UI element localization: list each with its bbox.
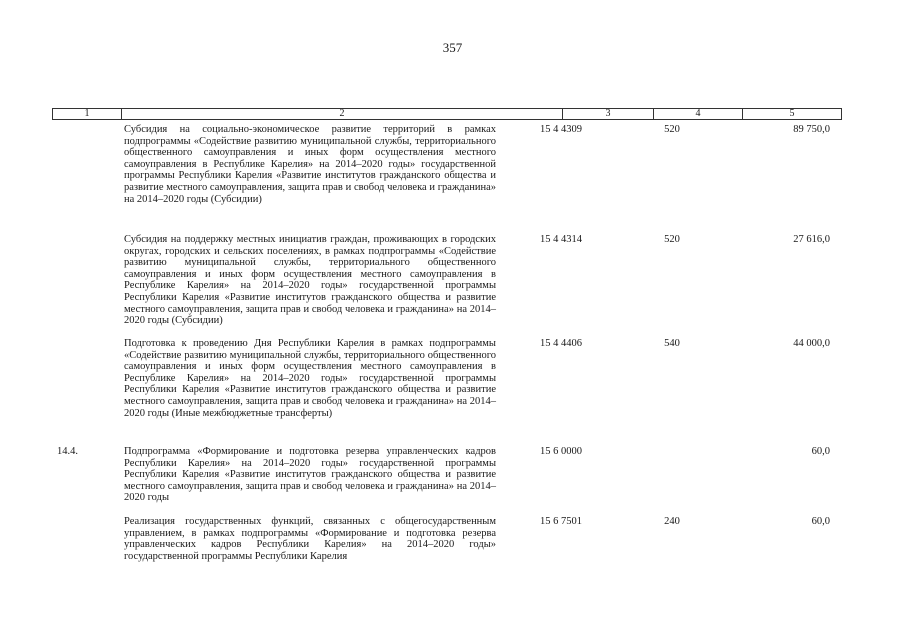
page-number: 357 xyxy=(442,40,463,55)
row-number: 14.4. xyxy=(57,446,78,457)
header-col-3: 3 xyxy=(605,108,611,119)
row-description: Подпрограмма «Формирование и подготовка резерва управленческих кадров Республики Карелия» на 2014–2020 годы» государственной программы Республики Карелия «Развитие институтов гражданского общества и развитие местного самоуправления, защита прав и свобод человека и гражданина» на 2014–2020 годы xyxy=(124,446,496,504)
row-amount: 60,0 xyxy=(811,446,830,457)
row-code: 15 4 4309 xyxy=(540,124,582,135)
row-amount: 27 616,0 xyxy=(793,234,830,245)
header-col-4: 4 xyxy=(695,108,701,119)
row-description: Подготовка к проведению Дня Республики Карелия в рамках подпрограммы «Содействие развитию муниципальной службы, территориального общественного самоуправления и иных форм осуществления местного самоуправления в Республике Карелия» на 2014–2020 годы» государственной программы Республики Карелия «Развитие институтов гражданского общества и развитие местного самоуправления, защита прав и свобод человека и гражданина» на 2014–2020 годы (Иные межбюджетные трансферты) xyxy=(124,338,496,419)
row-expense-type: 240 xyxy=(664,516,680,527)
row-code: 15 6 7501 xyxy=(540,516,582,527)
row-amount: 60,0 xyxy=(811,516,830,527)
row-expense-type: 540 xyxy=(664,338,680,349)
header-col-1: 1 xyxy=(84,108,90,119)
row-amount: 89 750,0 xyxy=(793,124,830,135)
row-code: 15 4 4406 xyxy=(540,338,582,349)
row-description: Субсидия на поддержку местных инициатив граждан, проживающих в городских округах, городских и сельских поселениях, в рамках подпрограммы «Содействие развитию муниципальной службы, территориального общественного самоуправления и иных форм осуществления местного самоуправления в Республике Карелия» на 2014–2020 годы» государственной программы Республики Карелия «Развитие институтов гражданского общества и развитие местного самоуправления, защита прав и свобод человека и гражданина» на 2014–2020 годы (Субсидии) xyxy=(124,234,496,327)
row-expense-type: 520 xyxy=(664,234,680,245)
row-amount: 44 000,0 xyxy=(793,338,830,349)
row-description: Субсидия на социально-экономическое развитие территорий в рамках подпрограммы «Содействие развитию муниципальной службы, территориального общественного самоуправления и иных форм осуществления местного самоуправления в Республике Карелия» на 2014–2020 годы» государственной программы Республики Карелия «Развитие институтов гражданского общества и развитие местного самоуправления, защита прав и свобод человека и гражданина» на 2014–2020 годы (Субсидии) xyxy=(124,124,496,205)
header-col-2: 2 xyxy=(339,108,345,119)
row-expense-type: 520 xyxy=(664,124,680,135)
row-code: 15 4 4314 xyxy=(540,234,582,245)
header-col-5: 5 xyxy=(789,108,795,119)
row-code: 15 6 0000 xyxy=(540,446,582,457)
row-description: Реализация государственных функций, связанных с общегосударственным управлением, в рамках подпрограммы «Формирование и подготовка резерва управленческих кадров Республики Карелия» на 2014–2020 годы» государственной программы Республики Карелия xyxy=(124,516,496,562)
table-header xyxy=(52,108,842,120)
